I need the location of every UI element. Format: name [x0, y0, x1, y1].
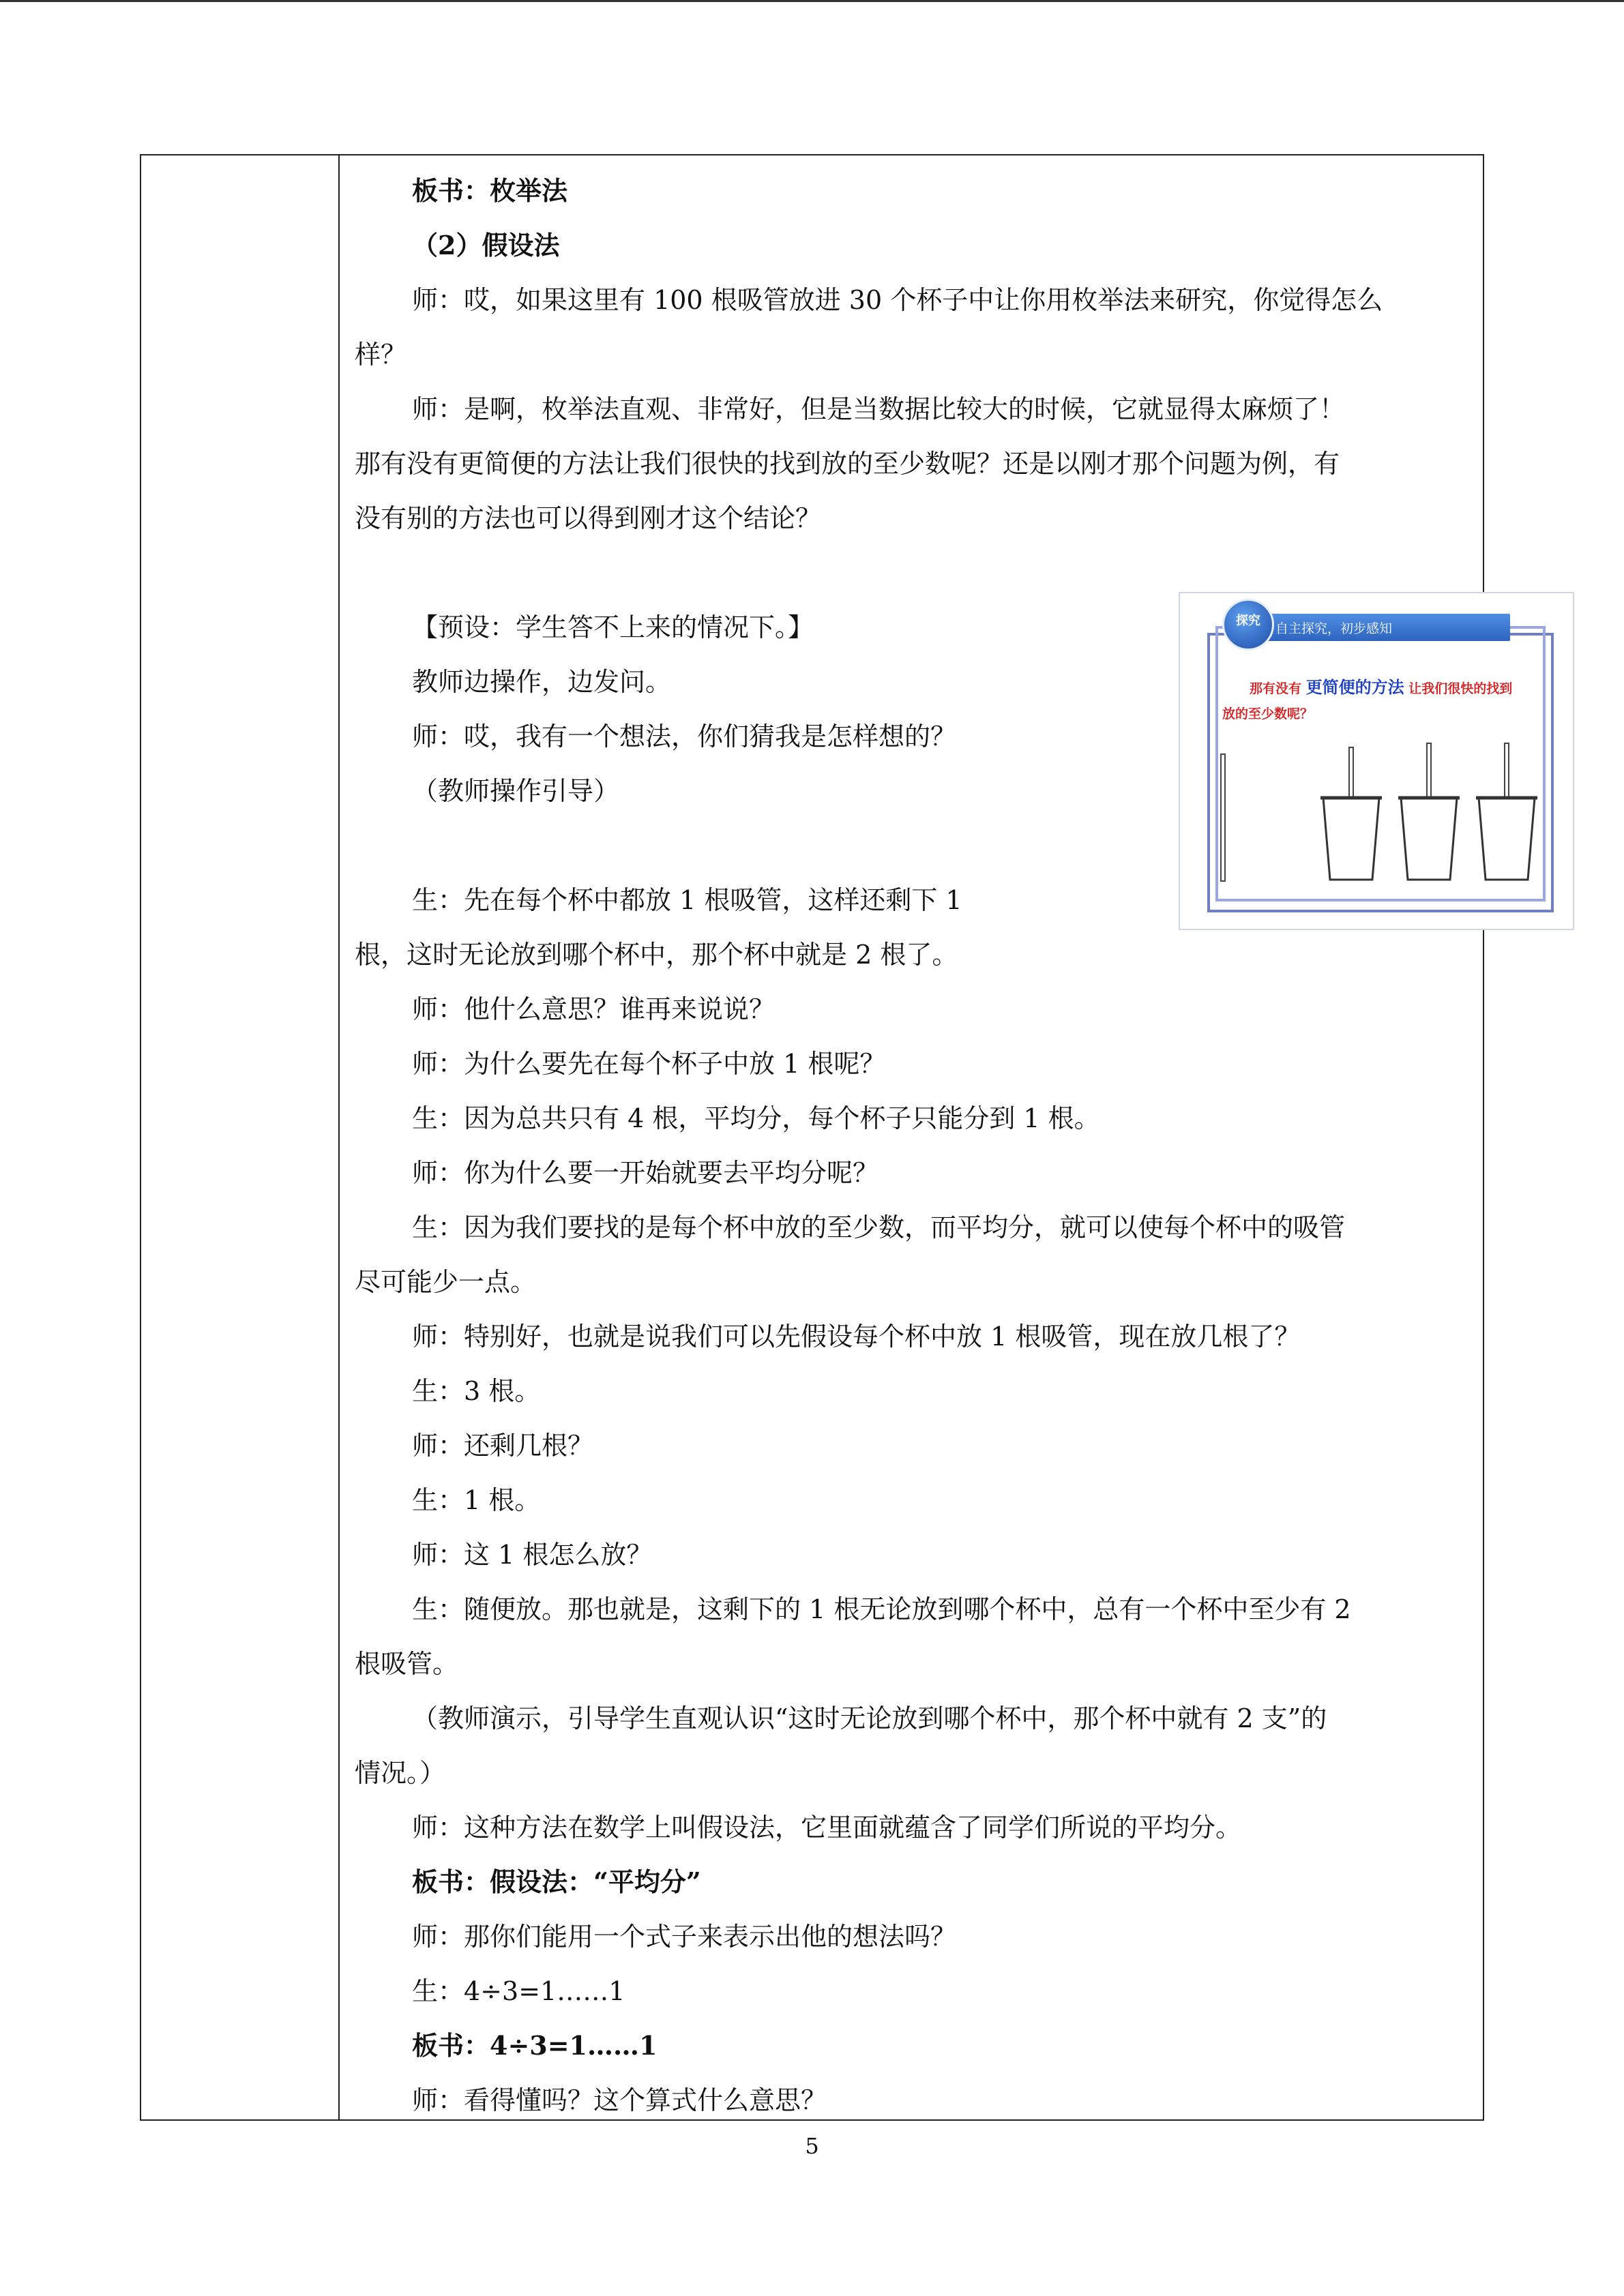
paragraph: 师：哎，如果这里有 100 根吸管放进 30 个杯子中让你用枚举法来研究，你觉得怎么	[412, 285, 1383, 315]
board-note-enumeration: 板书：枚举法	[412, 175, 568, 206]
paragraph: 根，这时无论放到哪个杯中，那个杯中就是 2 根了。	[355, 940, 958, 970]
top-rule	[0, 0, 1624, 2]
paragraph: 生：随便放。那也就是，这剩下的 1 根无论放到哪个杯中，总有一个杯中至少有 2	[412, 1594, 1351, 1624]
slide-question-part1: 那有没有	[1250, 681, 1302, 696]
paragraph: 生：1 根。	[412, 1485, 541, 1515]
paragraph: 教师边操作，边发问。	[412, 667, 672, 697]
paragraph: 师：特别好，也就是说我们可以先假设每个杯中放 1 根吸管，现在放几根了？	[412, 1322, 1301, 1352]
paragraph: 尽可能少一点。	[355, 1267, 537, 1297]
lesson-table	[140, 154, 1513, 2121]
paragraph: 那有没有更简便的方法让我们很快的找到放的至少数呢？还是以刚才那个问题为例，有	[355, 449, 1340, 479]
cup-with-straw	[1320, 747, 1382, 880]
lesson-content	[355, 155, 1513, 2119]
paragraph: 【预设：学生答不上来的情况下。】	[412, 612, 814, 642]
paragraph: 没有别的方法也可以得到刚才这个结论？	[355, 503, 822, 533]
slide-banner-label: 自主探究，初步感知	[1275, 621, 1393, 636]
cup-with-straw	[1398, 743, 1460, 880]
paragraph: 根吸管。	[355, 1649, 459, 1679]
slide-question-line2: 放的至少数呢？	[1222, 706, 1314, 721]
paragraph: 生：因为我们要找的是每个杯中放的至少数，而平均分，就可以使每个杯中的吸管	[412, 1212, 1346, 1242]
paragraph: 师：哎，我有一个想法，你们猜我是怎样想的？	[412, 721, 957, 751]
paragraph: 样？	[355, 340, 407, 370]
page-number: 5	[805, 2133, 819, 2159]
straws-and-cups-illustration	[1180, 593, 1576, 931]
loose-straw	[1221, 754, 1225, 881]
slide-question-highlight: 更简便的方法	[1305, 678, 1404, 697]
board-note-equation: 板书：4÷3=1……1	[412, 2030, 658, 2061]
lesson-slide-image	[1179, 592, 1574, 930]
cup-with-straw	[1476, 743, 1537, 880]
slide-badge-label: 探究	[1236, 614, 1260, 628]
paragraph: （教师操作引导）	[412, 776, 620, 806]
paragraph: 生：4÷3=1……1	[412, 1976, 625, 2006]
paragraph: 生：因为总共只有 4 根，平均分，每个杯子只能分到 1 根。	[412, 1103, 1100, 1133]
column-divider	[338, 155, 340, 2119]
slide-question-part2: 让我们很快的找到	[1408, 681, 1513, 696]
paragraph: 师：为什么要先在每个杯子中放 1 根呢？	[412, 1049, 886, 1079]
paragraph: 生：3 根。	[412, 1376, 541, 1406]
paragraph: （教师演示，引导学生直观认识“这时无论放到哪个杯中，那个杯中就有 2 支”的	[412, 1703, 1327, 1733]
paragraph: 情况。）	[355, 1758, 446, 1788]
paragraph: 生：先在每个杯中都放 1 根吸管，这样还剩下 1	[412, 885, 962, 915]
paragraph: 师：这 1 根怎么放？	[412, 1540, 653, 1570]
paragraph: 师：他什么意思？谁再来说说？	[412, 994, 776, 1024]
paragraph: 师：你为什么要一开始就要去平均分呢？	[412, 1158, 879, 1188]
paragraph: 师：是啊，枚举法直观、非常好，但是当数据比较大的时候，它就显得太麻烦了！	[412, 394, 1346, 424]
paragraph: 师：这种方法在数学上叫假设法，它里面就蕴含了同学们所说的平均分。	[412, 1813, 1242, 1843]
paragraph: 师：还剩几根？	[412, 1431, 594, 1461]
section-heading-assumption: （2）假设法	[412, 230, 560, 260]
paragraph: 师：看得懂吗？这个算式什么意思？	[412, 2085, 827, 2115]
board-note-assumption: 板书：假设法：“平均分”	[412, 1866, 701, 1897]
paragraph: 师：那你们能用一个式子来表示出他的想法吗？	[412, 1922, 957, 1952]
